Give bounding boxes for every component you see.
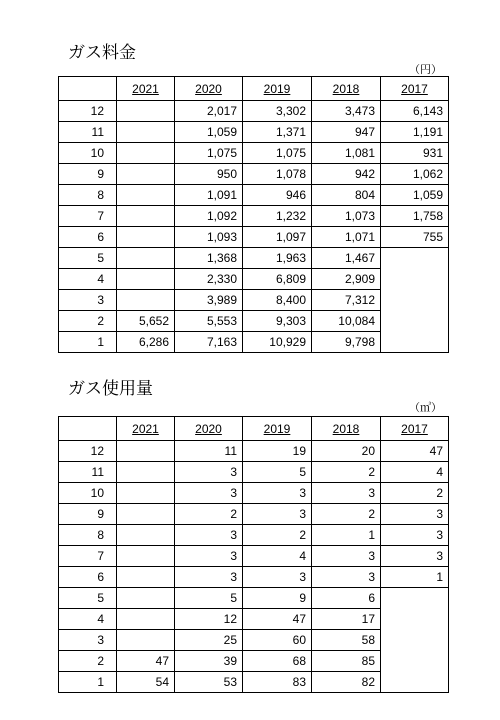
value-cell: 5 xyxy=(243,462,312,483)
table-row xyxy=(59,651,449,672)
table-row xyxy=(59,672,449,693)
value-cell: 1,078 xyxy=(243,164,312,185)
value-cell: 2 xyxy=(312,462,381,483)
value-cell xyxy=(381,609,449,630)
table-row xyxy=(59,441,449,462)
value-cell: 9 xyxy=(243,588,312,609)
value-cell xyxy=(117,206,175,227)
value-cell xyxy=(117,525,175,546)
value-cell: 10,084 xyxy=(312,311,381,332)
value-cell: 82 xyxy=(312,672,381,693)
value-cell: 1,091 xyxy=(175,185,243,206)
value-cell xyxy=(117,122,175,143)
value-cell: 39 xyxy=(175,651,243,672)
value-cell xyxy=(117,227,175,248)
value-cell: 53 xyxy=(175,672,243,693)
value-cell: 6 xyxy=(312,588,381,609)
value-cell: 2,909 xyxy=(312,269,381,290)
value-cell: 3,302 xyxy=(243,101,312,122)
table-row xyxy=(59,269,449,290)
value-cell: 6,809 xyxy=(243,269,312,290)
header-row xyxy=(59,77,449,101)
value-cell: 3 xyxy=(381,525,449,546)
gas-cost-unit: （円） xyxy=(409,63,442,76)
table-row xyxy=(59,525,449,546)
value-cell: 5,652 xyxy=(117,311,175,332)
table-row xyxy=(59,143,449,164)
value-cell: 1,232 xyxy=(243,206,312,227)
value-cell: 5,553 xyxy=(175,311,243,332)
value-cell: 83 xyxy=(243,672,312,693)
value-cell xyxy=(381,332,449,353)
year-header: 2017 xyxy=(381,77,449,101)
month-cell: 5 xyxy=(59,248,117,269)
value-cell: 1,093 xyxy=(175,227,243,248)
value-cell: 2,017 xyxy=(175,101,243,122)
year-header: 2019 xyxy=(243,77,312,101)
month-cell: 3 xyxy=(59,290,117,311)
table-row xyxy=(59,248,449,269)
value-cell: 9,303 xyxy=(243,311,312,332)
month-cell: 12 xyxy=(59,441,117,462)
value-cell: 1,758 xyxy=(381,206,449,227)
value-cell: 54 xyxy=(117,672,175,693)
value-cell: 4 xyxy=(243,546,312,567)
value-cell: 3 xyxy=(175,567,243,588)
table-row xyxy=(59,164,449,185)
value-cell: 2 xyxy=(175,504,243,525)
month-cell: 3 xyxy=(59,630,117,651)
value-cell: 3 xyxy=(381,504,449,525)
month-cell: 10 xyxy=(59,483,117,504)
table-row xyxy=(59,630,449,651)
table-row xyxy=(59,290,449,311)
month-cell: 2 xyxy=(59,311,117,332)
value-cell: 946 xyxy=(243,185,312,206)
value-cell: 3,473 xyxy=(312,101,381,122)
month-cell: 7 xyxy=(59,206,117,227)
value-cell: 7,163 xyxy=(175,332,243,353)
table-row xyxy=(59,206,449,227)
value-cell xyxy=(381,269,449,290)
table-row xyxy=(59,504,449,525)
value-cell: 3 xyxy=(175,483,243,504)
gas-usage-unit: （㎥） xyxy=(409,401,442,414)
month-cell: 11 xyxy=(59,122,117,143)
value-cell: 47 xyxy=(381,441,449,462)
value-cell xyxy=(117,462,175,483)
value-cell: 1 xyxy=(312,525,381,546)
value-cell: 3 xyxy=(243,483,312,504)
value-cell: 947 xyxy=(312,122,381,143)
value-cell xyxy=(117,630,175,651)
value-cell: 47 xyxy=(117,651,175,672)
value-cell: 942 xyxy=(312,164,381,185)
value-cell: 2 xyxy=(381,483,449,504)
month-cell: 11 xyxy=(59,462,117,483)
value-cell: 60 xyxy=(243,630,312,651)
value-cell: 12 xyxy=(175,609,243,630)
table-row xyxy=(59,462,449,483)
table-row xyxy=(59,567,449,588)
month-cell: 10 xyxy=(59,143,117,164)
value-cell: 755 xyxy=(381,227,449,248)
value-cell xyxy=(117,290,175,311)
month-cell: 9 xyxy=(59,164,117,185)
month-cell: 5 xyxy=(59,588,117,609)
year-header: 2021 xyxy=(117,77,175,101)
value-cell: 1,963 xyxy=(243,248,312,269)
value-cell xyxy=(381,290,449,311)
value-cell: 5 xyxy=(175,588,243,609)
value-cell: 1,097 xyxy=(243,227,312,248)
value-cell xyxy=(117,164,175,185)
value-cell: 47 xyxy=(243,609,312,630)
month-cell: 8 xyxy=(59,525,117,546)
value-cell: 2 xyxy=(312,504,381,525)
value-cell xyxy=(381,588,449,609)
month-cell: 6 xyxy=(59,227,117,248)
value-cell: 4 xyxy=(381,462,449,483)
year-header: 2017 xyxy=(381,417,449,441)
value-cell: 20 xyxy=(312,441,381,462)
value-cell: 1,191 xyxy=(381,122,449,143)
value-cell xyxy=(381,311,449,332)
month-cell: 4 xyxy=(59,609,117,630)
table-row xyxy=(59,101,449,122)
value-cell xyxy=(381,651,449,672)
year-header: 2020 xyxy=(175,77,243,101)
value-cell xyxy=(117,567,175,588)
value-cell: 3 xyxy=(312,567,381,588)
value-cell: 1,059 xyxy=(381,185,449,206)
value-cell: 950 xyxy=(175,164,243,185)
value-cell: 3 xyxy=(243,504,312,525)
table-row xyxy=(59,588,449,609)
value-cell: 19 xyxy=(243,441,312,462)
value-cell xyxy=(117,143,175,164)
value-cell xyxy=(117,101,175,122)
value-cell: 9,798 xyxy=(312,332,381,353)
year-header: 2020 xyxy=(175,417,243,441)
month-cell: 4 xyxy=(59,269,117,290)
table-row xyxy=(59,483,449,504)
value-cell: 1,059 xyxy=(175,122,243,143)
year-header: 2018 xyxy=(312,417,381,441)
table-row xyxy=(59,311,449,332)
value-cell xyxy=(117,269,175,290)
gas-usage-table xyxy=(58,416,449,693)
value-cell: 3 xyxy=(175,546,243,567)
value-cell xyxy=(117,504,175,525)
value-cell xyxy=(381,630,449,651)
value-cell: 11 xyxy=(175,441,243,462)
value-cell: 1,071 xyxy=(312,227,381,248)
value-cell xyxy=(117,609,175,630)
value-cell xyxy=(381,248,449,269)
value-cell: 1,092 xyxy=(175,206,243,227)
value-cell: 1,368 xyxy=(175,248,243,269)
value-cell: 931 xyxy=(381,143,449,164)
month-cell: 9 xyxy=(59,504,117,525)
corner-cell xyxy=(59,77,117,101)
value-cell xyxy=(117,588,175,609)
value-cell: 2 xyxy=(243,525,312,546)
value-cell: 804 xyxy=(312,185,381,206)
value-cell: 6,286 xyxy=(117,332,175,353)
value-cell: 1,073 xyxy=(312,206,381,227)
month-cell: 1 xyxy=(59,672,117,693)
value-cell: 6,143 xyxy=(381,101,449,122)
value-cell: 3,989 xyxy=(175,290,243,311)
value-cell: 1,371 xyxy=(243,122,312,143)
value-cell xyxy=(117,483,175,504)
value-cell: 85 xyxy=(312,651,381,672)
value-cell xyxy=(117,546,175,567)
value-cell: 68 xyxy=(243,651,312,672)
year-header: 2019 xyxy=(243,417,312,441)
value-cell: 3 xyxy=(243,567,312,588)
table-row xyxy=(59,546,449,567)
year-header: 2018 xyxy=(312,77,381,101)
value-cell: 2,330 xyxy=(175,269,243,290)
value-cell: 8,400 xyxy=(243,290,312,311)
month-cell: 7 xyxy=(59,546,117,567)
gas-cost-table xyxy=(58,76,449,353)
table-row xyxy=(59,122,449,143)
month-cell: 8 xyxy=(59,185,117,206)
value-cell: 3 xyxy=(175,525,243,546)
value-cell: 3 xyxy=(312,546,381,567)
value-cell: 1,062 xyxy=(381,164,449,185)
value-cell: 1,467 xyxy=(312,248,381,269)
value-cell: 3 xyxy=(312,483,381,504)
value-cell: 3 xyxy=(175,462,243,483)
value-cell xyxy=(381,672,449,693)
value-cell xyxy=(117,441,175,462)
month-cell: 1 xyxy=(59,332,117,353)
month-cell: 2 xyxy=(59,651,117,672)
value-cell: 10,929 xyxy=(243,332,312,353)
value-cell: 25 xyxy=(175,630,243,651)
value-cell: 17 xyxy=(312,609,381,630)
table-row xyxy=(59,227,449,248)
year-header: 2021 xyxy=(117,417,175,441)
table-row xyxy=(59,185,449,206)
table-row xyxy=(59,609,449,630)
value-cell: 3 xyxy=(381,546,449,567)
month-cell: 12 xyxy=(59,101,117,122)
value-cell: 58 xyxy=(312,630,381,651)
value-cell: 1,075 xyxy=(243,143,312,164)
value-cell xyxy=(117,248,175,269)
gas-usage-title: ガス使用量 xyxy=(68,379,153,399)
gas-cost-title: ガス料金 xyxy=(68,43,136,63)
corner-cell xyxy=(59,417,117,441)
month-cell: 6 xyxy=(59,567,117,588)
value-cell: 7,312 xyxy=(312,290,381,311)
value-cell: 1 xyxy=(381,567,449,588)
value-cell: 1,075 xyxy=(175,143,243,164)
value-cell xyxy=(117,185,175,206)
table-row xyxy=(59,332,449,353)
value-cell: 1,081 xyxy=(312,143,381,164)
header-row xyxy=(59,417,449,441)
